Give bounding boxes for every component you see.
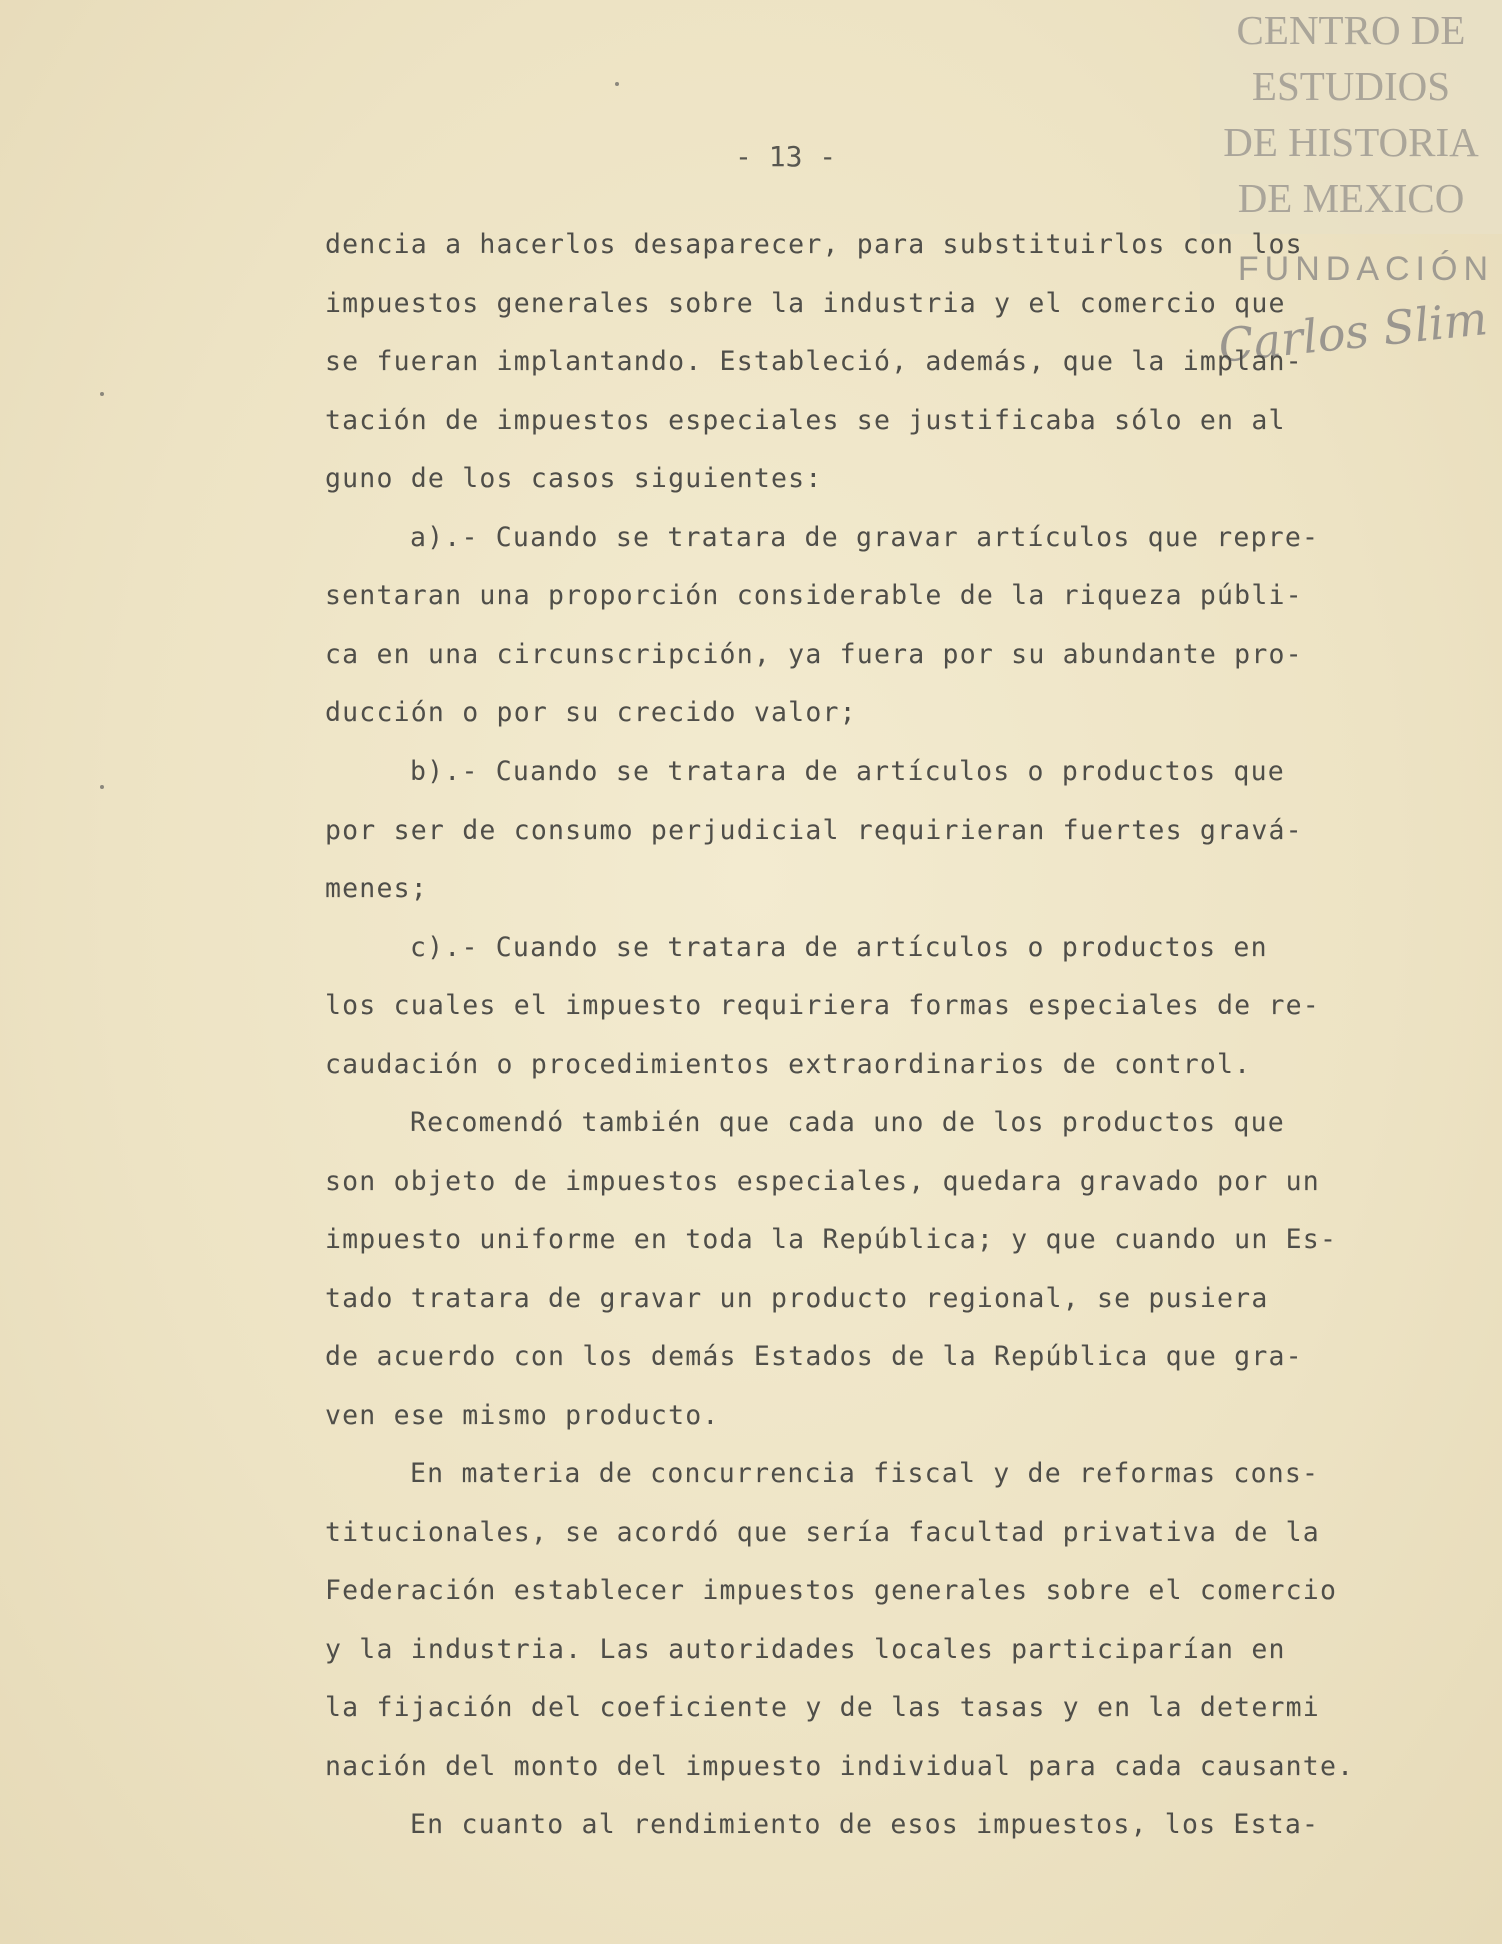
body-line: la fijación del coeficiente y de las tasas y en la determi bbox=[325, 1692, 1320, 1723]
body-line: Recomendó también que cada uno de los productos que bbox=[410, 1107, 1285, 1138]
stamp-line: CENTRO DE bbox=[1236, 7, 1466, 53]
body-line: nación del monto del impuesto individual para cada causante. bbox=[325, 1751, 1355, 1782]
body-line: ducción o por su crecido valor; bbox=[325, 697, 857, 728]
body-line: de acuerdo con los demás Estados de la República que gra- bbox=[325, 1341, 1303, 1372]
body-line: ca en una circunscripción, ya fuera por su abundante pro- bbox=[325, 639, 1303, 670]
archive-stamp bbox=[1200, 0, 1502, 234]
body-line: son objeto de impuestos especiales, quedara gravado por un bbox=[325, 1166, 1320, 1197]
body-line: guno de los casos siguientes: bbox=[325, 463, 823, 494]
stamp-line: DE HISTORIA bbox=[1223, 119, 1479, 165]
paper-speck bbox=[615, 82, 619, 86]
body-line: tado tratara de gravar un producto regional, se pusiera bbox=[325, 1283, 1269, 1314]
body-line: caudación o procedimientos extraordinarios de control. bbox=[325, 1049, 1252, 1080]
body-line: En materia de concurrencia fiscal y de reformas cons- bbox=[410, 1458, 1320, 1489]
body-line: sentaran una proporción considerable de la riqueza públi- bbox=[325, 580, 1303, 611]
body-line: En cuanto al rendimiento de esos impuestos, los Esta- bbox=[410, 1809, 1320, 1840]
body-line: por ser de consumo perjudicial requirieran fuertes gravá- bbox=[325, 815, 1303, 846]
body-line: c).- Cuando se tratara de artículos o productos en bbox=[410, 932, 1268, 963]
page-number: - 13 - bbox=[735, 140, 837, 173]
body-line: los cuales el impuesto requiriera formas especiales de re- bbox=[325, 990, 1320, 1021]
fundacion-label: FUNDACIÓN bbox=[1237, 250, 1494, 288]
body-line: titucionales, se acordó que sería facultad privativa de la bbox=[325, 1517, 1320, 1548]
stamp-line: DE MEXICO bbox=[1237, 175, 1465, 221]
body-line: y la industria. Las autoridades locales participarían en bbox=[325, 1634, 1286, 1665]
paper-speck bbox=[100, 785, 104, 789]
body-line: tación de impuestos especiales se justificaba sólo en al bbox=[325, 405, 1286, 436]
body-line: b).- Cuando se tratara de artículos o productos que bbox=[410, 756, 1285, 787]
signature: Carlos Slim bbox=[1216, 291, 1491, 373]
body-line: Federación establecer impuestos generales sobre el comercio bbox=[325, 1575, 1338, 1606]
stamp-line: ESTUDIOS bbox=[1251, 63, 1451, 109]
paper-speck bbox=[100, 392, 104, 396]
body-line: dencia a hacerlos desaparecer, para substituirlos con los bbox=[325, 229, 1303, 260]
body-line: ven ese mismo producto. bbox=[325, 1400, 720, 1431]
body-line: impuesto uniforme en toda la República; y que cuando un Es- bbox=[325, 1224, 1338, 1255]
body-line: menes; bbox=[325, 873, 428, 904]
body-line: impuestos generales sobre la industria y el comercio que bbox=[325, 288, 1286, 319]
body-line: a).- Cuando se tratara de gravar artículos que repre- bbox=[410, 522, 1320, 553]
body-line: se fueran implantando. Estableció, además, que la implan- bbox=[325, 346, 1303, 377]
